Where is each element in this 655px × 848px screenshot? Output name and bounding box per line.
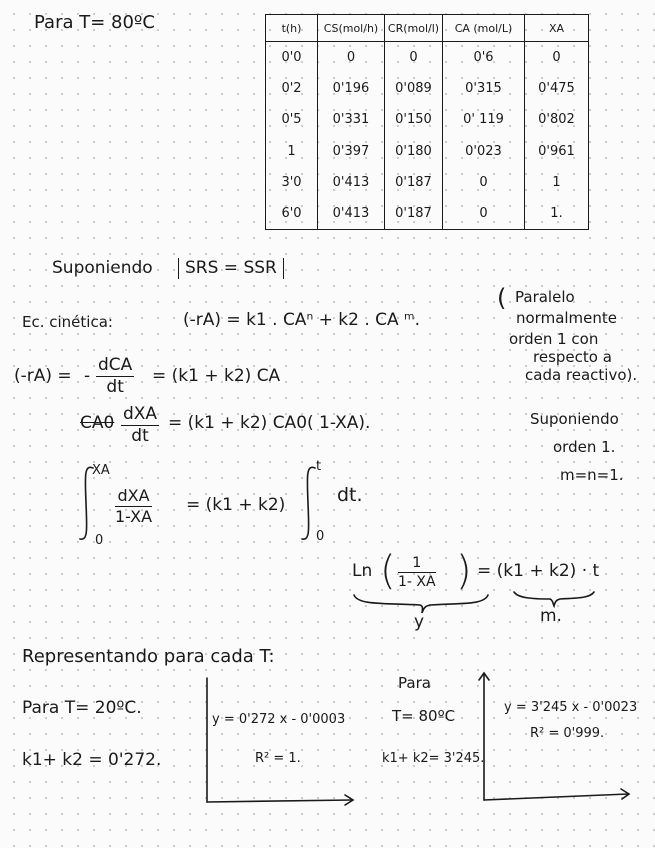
integral-upper-limit: XA — [92, 463, 110, 478]
right-para-label: Para — [398, 674, 431, 692]
table-cell: 6'0 — [266, 198, 318, 230]
suponiendo2-line-3: m=n=1. — [560, 466, 624, 484]
table-row — [266, 167, 589, 198]
ln-open-paren: ( — [380, 548, 396, 594]
table-cell: 0'802 — [525, 104, 589, 135]
ln-close-paren: ) — [456, 548, 472, 594]
table-cell: 0'413 — [318, 167, 385, 198]
table-cell: 1 — [266, 135, 318, 166]
column-header: CA (mol/L) — [443, 15, 525, 42]
table-row — [266, 198, 589, 230]
table-header-row — [266, 15, 589, 42]
right-r-squared: R² = 0'999. — [530, 726, 605, 741]
integral-denominator: 1-XA — [115, 507, 153, 526]
column-header: t(h) — [266, 15, 318, 42]
left-para-label: Para T= 20ºC. — [22, 698, 142, 718]
integral-fraction — [115, 488, 152, 525]
ln-label: Ln — [352, 561, 373, 581]
right-regression-equation: y = 3'245 x - 0'0023 — [504, 700, 638, 715]
step2-denominator: dt — [131, 426, 149, 446]
brace-m-label: m. — [540, 606, 562, 626]
table-cell: 0'187 — [385, 198, 443, 230]
rate-rhs: = (k1 + k2) CA — [152, 366, 281, 386]
table-cell: 0 — [443, 167, 525, 198]
table-cell: 0'2 — [266, 73, 318, 104]
brace-y-label: y — [414, 612, 425, 632]
table-cell: 1. — [525, 198, 589, 230]
table-cell: 0'397 — [318, 135, 385, 166]
column-header: CR(mol/l) — [385, 15, 443, 42]
integral-lower-limit: 0 — [95, 533, 104, 548]
table-cell: 0'187 — [385, 167, 443, 198]
integral2-lower-limit: 0 — [316, 529, 325, 544]
left-k-sum: k1+ k2 = 0'272. — [22, 750, 162, 770]
table-cell: 0' 119 — [443, 104, 525, 135]
heading-temperature: Para T= 80ºC — [34, 12, 155, 33]
suponiendo-label: Suponiendo — [52, 258, 153, 278]
integral2-upper-limit: t — [316, 459, 322, 474]
table-cell: 0'6 — [443, 42, 525, 74]
selectivity-assumption: SRS = SSR — [178, 258, 284, 279]
integral-numerator: dXA — [115, 488, 152, 507]
kinetic-equation: (-rA) = k1 . CAⁿ + k2 . CA ᵐ. — [183, 310, 421, 330]
right-k-sum: k1+ k2= 3'245. — [382, 751, 485, 766]
step2-ca0: CA0 — [80, 413, 115, 433]
note-line-2: normalmente — [516, 309, 618, 327]
ln-numerator: 1 — [398, 556, 436, 573]
note-line-4: respecto a — [533, 348, 612, 366]
note-line-1: Paralelo — [515, 288, 575, 306]
left-plot-axes — [202, 676, 362, 806]
step2-fraction — [121, 406, 159, 445]
kinetic-equation-label: Ec. cinética: — [22, 313, 113, 331]
note-line-5: cada reactivo). — [525, 366, 638, 384]
rate-lhs: (-rA) = — [14, 366, 72, 386]
table-row — [266, 104, 589, 135]
table-cell: 0'196 — [318, 73, 385, 104]
table-cell: 3'0 — [266, 167, 318, 198]
note-line-3: orden 1 con — [509, 330, 599, 348]
table-cell: 0'315 — [443, 73, 525, 104]
table-cell: 0'150 — [385, 104, 443, 135]
table-cell: 0'413 — [318, 198, 385, 230]
table-cell: 0 — [443, 198, 525, 230]
table-cell: 0'0 — [266, 42, 318, 74]
table-cell: 0 — [525, 42, 589, 74]
table-cell: 0'023 — [443, 135, 525, 166]
suponiendo2-line-1: Suponiendo — [530, 410, 619, 428]
integral-dt: dt. — [337, 484, 363, 506]
left-regression-equation: y = 0'272 x - 0'0003 — [212, 712, 346, 727]
data-table — [265, 14, 589, 230]
rate-fraction — [96, 357, 134, 396]
suponiendo2-line-2: orden 1. — [553, 438, 616, 456]
table-cell: 1 — [525, 167, 589, 198]
table-cell: 0 — [318, 42, 385, 74]
table-cell: 0'475 — [525, 73, 589, 104]
right-t-label: T= 80ºC — [392, 707, 456, 725]
ln-denominator: 1- XA — [398, 574, 436, 590]
step2-rhs: = (k1 + k2) CA0( 1-XA). — [168, 413, 371, 433]
table-cell: 0'089 — [385, 73, 443, 104]
table-row — [266, 135, 589, 166]
ln-fraction — [398, 556, 436, 589]
minus-sign: - — [84, 366, 91, 386]
table-cell: 0'180 — [385, 135, 443, 166]
table-cell: 0'331 — [318, 104, 385, 135]
representando-heading: Representando para cada T: — [22, 646, 275, 667]
rate-numerator: dCA — [98, 355, 133, 375]
table-row — [266, 42, 589, 74]
column-header: CS(mol/h) — [318, 15, 385, 42]
integral-middle: = (k1 + k2) — [186, 495, 286, 515]
note-paren: ( — [497, 284, 507, 312]
left-r-squared: R² = 1. — [255, 751, 301, 766]
step2-numerator: dXA — [123, 404, 158, 424]
table-cell: 0'961 — [525, 135, 589, 166]
column-header: XA — [525, 15, 589, 42]
table-row — [266, 73, 589, 104]
table-cell: 0'5 — [266, 104, 318, 135]
ln-rhs: = (k1 + k2) · t — [477, 561, 600, 581]
table-cell: 0 — [385, 42, 443, 74]
rate-denominator: dt — [106, 377, 124, 397]
